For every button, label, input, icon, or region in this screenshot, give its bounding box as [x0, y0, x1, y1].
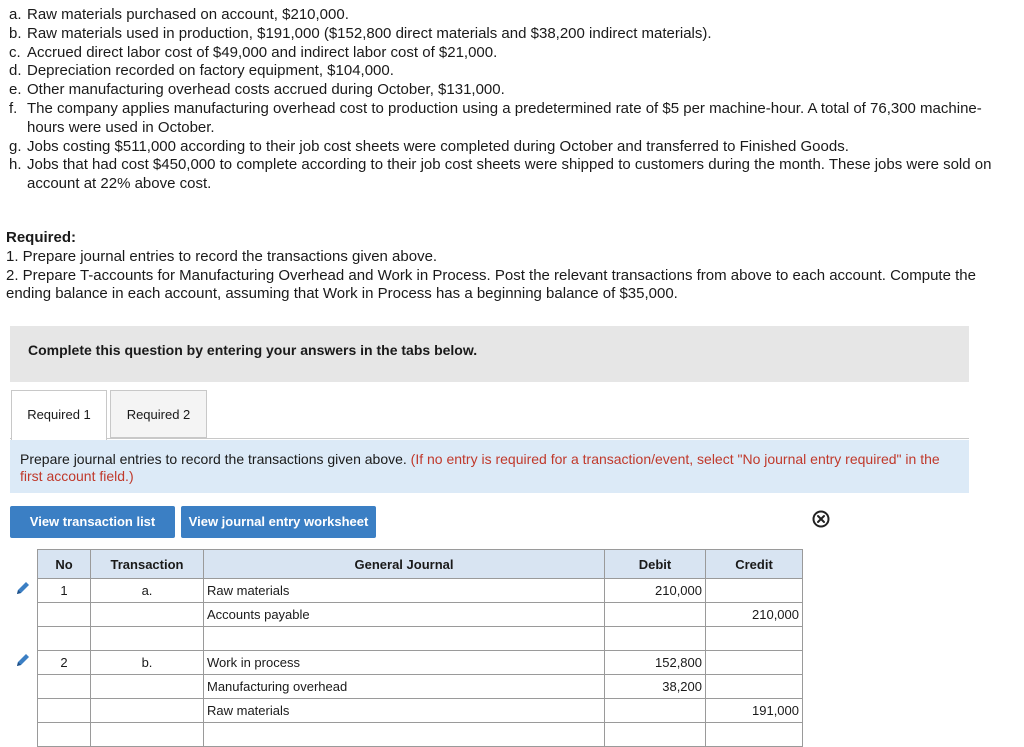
credit-cell[interactable]: [706, 579, 803, 603]
close-icon[interactable]: [812, 510, 830, 528]
header-general-journal: General Journal: [204, 550, 605, 579]
required-section: [6, 229, 1006, 304]
credit-cell[interactable]: 191,000: [706, 699, 803, 723]
transaction-item: e. Other manufacturing overhead costs accrued during October, $131,000.: [9, 81, 505, 99]
transaction-item: c. Accrued direct labor cost of $49,000 and indirect labor cost of $21,000.: [9, 43, 498, 61]
transaction-item: a. Raw materials purchased on account, $210,000.: [9, 6, 349, 23]
view-journal-entry-worksheet-button[interactable]: View journal entry worksheet: [181, 506, 376, 538]
account-cell[interactable]: Work in process: [204, 651, 605, 675]
entry-no: [38, 675, 91, 699]
transaction-item: g. Jobs costing $511,000 according to their job cost sheets were completed during October and transferred to Finished Goods.: [9, 137, 849, 155]
entry-transaction: [91, 699, 204, 723]
debit-cell[interactable]: [605, 699, 706, 723]
transaction-item: h. Jobs that had cost $450,000 to complete according to their job cost sheets were shipped to customers during the month. These jobs were sold on account at 22% above cost.: [9, 156, 992, 193]
edit-pencil-icon[interactable]: [14, 651, 32, 669]
account-cell[interactable]: [204, 627, 605, 651]
debit-cell[interactable]: 152,800: [605, 651, 706, 675]
tab-required-2[interactable]: Required 2: [110, 390, 207, 438]
required-line-1: 1. Prepare journal entries to record the transactions given above.: [6, 247, 438, 265]
credit-cell[interactable]: [706, 627, 803, 651]
general-journal-table: [37, 549, 803, 747]
entry-transaction: [91, 675, 204, 699]
account-cell[interactable]: Raw materials: [204, 699, 605, 723]
instructions-banner: Complete this question by entering your answers in the tabs below.: [10, 326, 969, 382]
entry-no: [38, 699, 91, 723]
table-row: [38, 675, 803, 699]
debit-cell[interactable]: [605, 603, 706, 627]
entry-transaction: [91, 627, 204, 651]
tab-instruction: [10, 440, 969, 493]
table-row: [38, 627, 803, 651]
credit-cell[interactable]: [706, 675, 803, 699]
table-header-row: [38, 550, 803, 579]
entry-transaction: b.: [91, 651, 204, 675]
header-debit: Debit: [605, 550, 706, 579]
table-row: [38, 579, 803, 603]
debit-cell[interactable]: [605, 627, 706, 651]
tab-required-1[interactable]: Required 1: [11, 390, 107, 440]
table-row: [38, 651, 803, 675]
credit-cell[interactable]: 210,000: [706, 603, 803, 627]
header-no: No: [38, 550, 91, 579]
account-cell[interactable]: Accounts payable: [204, 603, 605, 627]
instruction-text: Prepare journal entries to record the transactions given above.: [20, 451, 407, 467]
debit-cell[interactable]: 38,200: [605, 675, 706, 699]
account-cell[interactable]: Raw materials: [204, 579, 605, 603]
instruction-note: (If no entry is required for a transaction/event, select "No journal entry required" in the first account field.): [20, 451, 940, 484]
entry-no: 1: [38, 579, 91, 603]
view-transaction-list-button[interactable]: View transaction list: [10, 506, 175, 538]
account-cell[interactable]: Manufacturing overhead: [204, 675, 605, 699]
entry-no: [38, 627, 91, 651]
header-transaction: Transaction: [91, 550, 204, 579]
required-line-2: 2. Prepare T-accounts for Manufacturing Overhead and Work in Process. Post the relevant transactions from above to each account. Compute the ending balance in each account, assuming that Work in Process has a beginning balance of $35,000.: [6, 266, 976, 303]
transaction-item: d. Depreciation recorded on factory equipment, $104,000.: [9, 62, 394, 80]
header-credit: Credit: [706, 550, 803, 579]
entry-no: [38, 603, 91, 627]
credit-cell[interactable]: [706, 651, 803, 675]
entry-no: 2: [38, 651, 91, 675]
debit-cell[interactable]: 210,000: [605, 579, 706, 603]
entry-transaction: [91, 603, 204, 627]
required-heading: Required:: [6, 229, 77, 246]
entry-transaction: a.: [91, 579, 204, 603]
table-row: [38, 699, 803, 723]
transaction-item: b. Raw materials used in production, $191,000 ($152,800 direct materials and $38,200 indirect materials).: [9, 24, 712, 42]
table-row: [38, 603, 803, 627]
transaction-item: f. The company applies manufacturing overhead cost to production using a predetermined rate of $5 per machine-hour. A total of 76,300 machine-hours were used in October.: [9, 99, 982, 136]
edit-pencil-icon[interactable]: [14, 579, 32, 597]
transaction-list: [9, 6, 1009, 194]
